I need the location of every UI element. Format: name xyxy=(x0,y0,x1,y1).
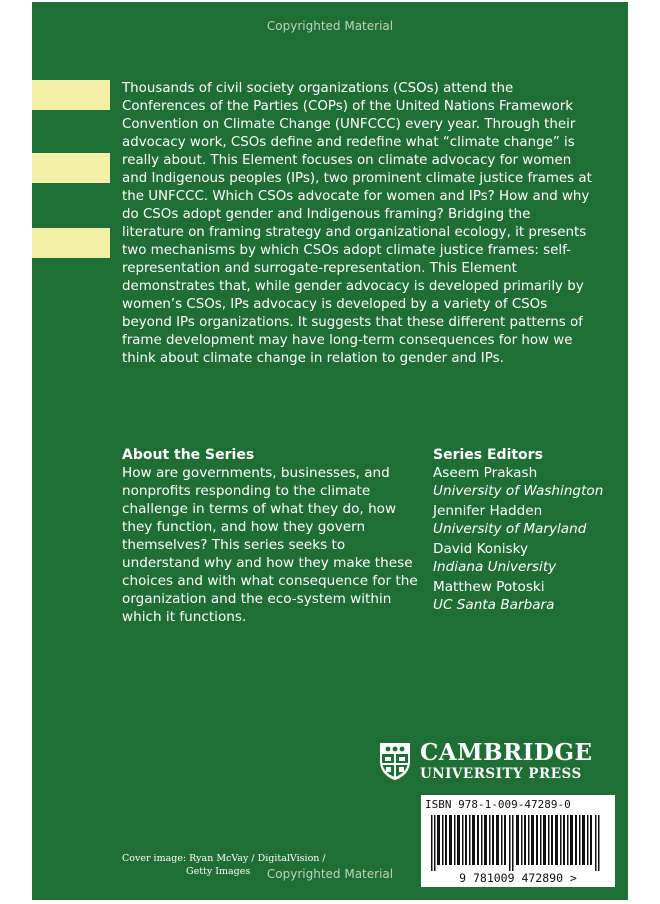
series-editors-heading: Series Editors xyxy=(433,447,543,463)
editor-affiliation: University of Washington xyxy=(433,483,604,499)
publisher-name: CAMBRIDGE xyxy=(420,739,593,766)
editor-affiliation: Indiana University xyxy=(433,559,557,575)
editor-name: Jennifer Hadden xyxy=(433,503,543,519)
about-series-heading: About the Series xyxy=(122,447,255,463)
publisher-subtitle: UNIVERSITY PRESS xyxy=(420,766,582,782)
decorative-stripe-2 xyxy=(32,153,110,183)
decorative-stripe-3 xyxy=(32,228,110,258)
book-back-cover xyxy=(32,2,628,900)
editor-name: Aseem Prakash xyxy=(433,465,538,481)
isbn-label: ISBN 978-1-009-47289-0 xyxy=(425,798,571,811)
credit-line-2: Getty Images xyxy=(186,866,251,877)
about-series-text: How are governments, businesses, and nonprofits responding to the climate challenge in terms of what they do, how they function, and how they govern themselves? This series seeks to understand why and how they make these choices and with what consequence for the organization and the eco-system within which it functions. xyxy=(122,465,418,625)
about-series-section xyxy=(122,446,422,626)
editor-name: David Konisky xyxy=(433,541,529,557)
watermark-bottom: Copyrighted Material xyxy=(266,867,394,881)
cambridge-logo xyxy=(378,739,618,785)
shield-crest-icon xyxy=(378,741,412,781)
credit-line-1: Cover image: Ryan McVay / DigitalVision / xyxy=(122,853,326,864)
editor-entry xyxy=(433,578,613,614)
editor-entry xyxy=(433,464,613,500)
decorative-stripe-1 xyxy=(32,80,110,110)
barcode-icon xyxy=(431,815,605,871)
editor-affiliation: University of Maryland xyxy=(433,521,587,537)
book-blurb: Thousands of civil society organizations (CSOs) attend the Conferences of the Parties (COPs) of the United Nations Framework Convention on Climate Change (UNFCCC) every year. Through their advocacy work, CSOs define and redefine what “climate change” is really about. This Element focuses on climate advocacy for women and Indigenous peoples (IPs), two prominent climate justice frames at the UNFCCC. Which CSOs advocate for women and IPs? How and why do CSOs adopt gender and Indigenous framing? Bridging the literature on framing strategy and organizational ecology, it presents two mechanisms by which CSOs adopt climate justice frames: self-representation and surrogate-representation. This Element demonstrates that, while gender advocacy is developed primarily by women’s CSOs, IPs advocacy is developed by a variety of CSOs beyond IPs organizations. It suggests that these different patterns of frame development may have long-term consequences for how we think about climate change in relation to gender and IPs. xyxy=(122,81,592,366)
series-editors-section xyxy=(433,446,613,616)
barcode-digits: 9 781009 472890 > xyxy=(459,871,577,885)
watermark-top: Copyrighted Material xyxy=(266,19,394,33)
editor-entry xyxy=(433,502,613,538)
editor-affiliation: UC Santa Barbara xyxy=(433,597,555,613)
editor-entry xyxy=(433,540,613,576)
editor-name: Matthew Potoski xyxy=(433,579,545,595)
